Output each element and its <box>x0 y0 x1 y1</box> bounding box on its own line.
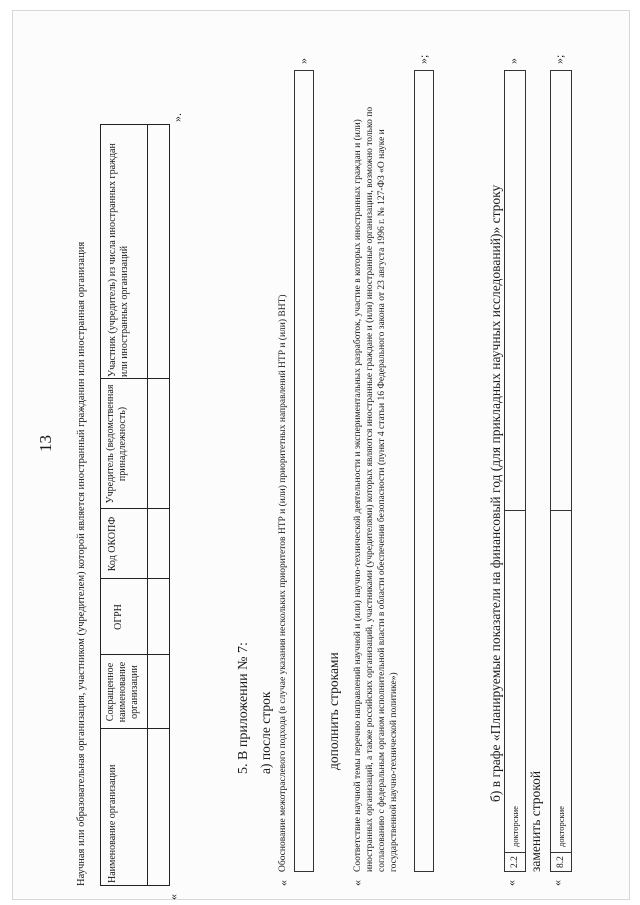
header-founder: Учредитель (ведомственная принадлежность) <box>105 384 128 504</box>
justification-close-quote: » <box>296 58 310 64</box>
table-row-divider <box>147 125 148 885</box>
row-new-number: 8.2 <box>551 852 571 871</box>
item-a: а) после строк <box>258 691 273 774</box>
row-new-open-quote: « <box>550 880 564 886</box>
row-new-close-quote: »; <box>552 54 566 64</box>
page-number: 13 <box>36 435 55 452</box>
section-heading: 5. В приложении № 7: <box>236 642 251 774</box>
header-ogrn: ОГРН <box>113 604 124 630</box>
row-old-number: 2.2 <box>505 852 525 871</box>
table-open-quote: « <box>166 894 180 900</box>
replace-label: заменить строкой <box>528 770 543 872</box>
justification-text: Обоснование межотраслевого подхода (в случае указания нескольких приоритетов НТР и (или) приоритетных направлений НТР и (или) ВНТ) <box>278 294 288 872</box>
header-foreign-participant: Участник (учредитель) из числа иностранных граждан или иностранных организаций <box>107 143 130 377</box>
add-rows-label: дополнить строками <box>326 652 341 770</box>
header-org-name: Наименование организации <box>107 764 118 883</box>
rotated-document <box>20 12 620 900</box>
compliance-open-quote: « <box>350 880 364 886</box>
justification-cell <box>294 70 314 872</box>
compliance-close-quote: »; <box>416 54 430 64</box>
row-new <box>550 70 572 872</box>
row-old-close-quote: » <box>506 58 520 64</box>
table-end-quote: ». <box>170 113 184 122</box>
justification-open-quote: « <box>276 880 290 886</box>
intro-text: Научная или образовательная организация, участником (учредителем) которой является иностранный гражданин или иностранная организация <box>76 241 87 886</box>
row-old <box>504 70 526 872</box>
compliance-text: Соответствие научной темы перечню направлений научной и (или) научно-технической деятельности и экспериментальных разработок, участие в которых иностранных граждан и (или) иностранных организаций, а также российских организаций, участниками (учредителями) которых являются иностранные граждане и (или) иностранные организации, возможно только по согласованию с федеральным органом исполнительной власти в области обеспечения безопасности (пункт 4 статьи 16 Федерального закона от 23 августа 1996 г. № 127-ФЗ «О науке и государственной научно-технической политике») <box>353 106 399 872</box>
compliance-cell <box>414 70 434 872</box>
row-old-label: докторские <box>510 806 520 847</box>
header-okopf: Код ОКОПФ <box>107 516 118 572</box>
item-b: б) в графе «Планируемые показатели на финансовый год (для прикладных научных исследований)» строку <box>488 184 503 802</box>
row-new-label: докторские <box>556 806 566 847</box>
header-short-name: Сокращенное наименование организации <box>105 661 140 723</box>
organization-table <box>100 124 170 886</box>
row-old-open-quote: « <box>504 880 518 886</box>
